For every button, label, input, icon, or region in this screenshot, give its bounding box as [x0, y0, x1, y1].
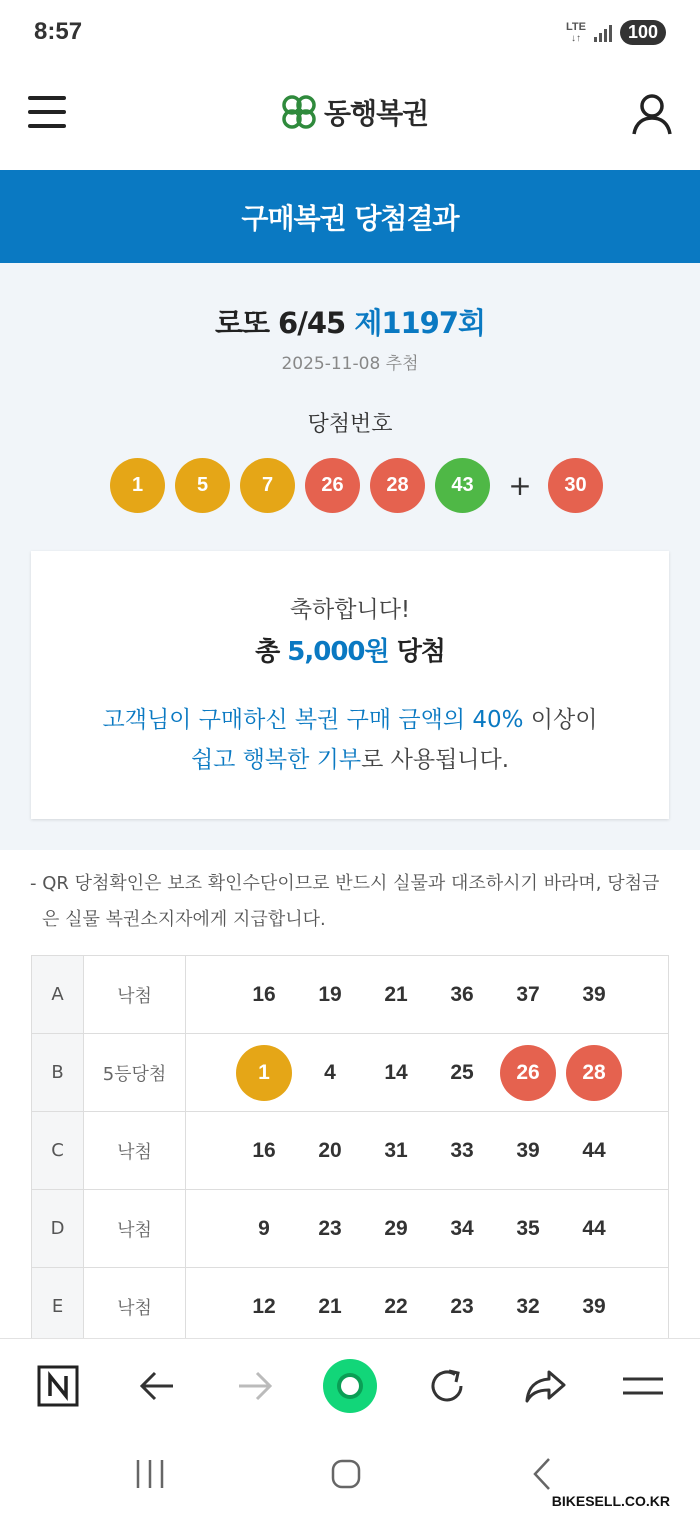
ticket-number: 23 [450, 1294, 474, 1318]
ticket-number: 19 [318, 982, 342, 1006]
ticket-number: 16 [252, 982, 276, 1006]
row-letter: E [32, 1268, 84, 1346]
ticket-number: 29 [384, 1216, 408, 1240]
row-numbers [186, 1034, 669, 1112]
ticket-number: 32 [516, 1294, 540, 1318]
draw-result-section [0, 263, 700, 850]
ticket-number: 4 [324, 1060, 336, 1084]
donation-highlight: 쉽고 행복한 기부 [190, 747, 362, 773]
battery-badge: 100 [620, 20, 666, 45]
ticket-number: 39 [582, 982, 606, 1006]
page-title: 구매복권 당첨결과 [241, 201, 459, 235]
recent-apps-icon[interactable] [130, 1454, 170, 1494]
user-icon[interactable] [630, 92, 674, 136]
ticket-number: 31 [384, 1138, 408, 1162]
row-letter: D [32, 1190, 84, 1268]
row-result: 낙첨 [84, 1268, 186, 1346]
menu-button[interactable] [28, 96, 68, 130]
prize-total [31, 631, 669, 668]
ticket-number: 39 [516, 1138, 540, 1162]
forward-arrow-icon[interactable] [230, 1361, 280, 1411]
donation-line-1 [31, 701, 669, 734]
row-letter: A [32, 956, 84, 1034]
system-back-icon[interactable] [522, 1454, 562, 1494]
qr-notice [30, 866, 675, 938]
menu-icon[interactable] [618, 1361, 668, 1411]
donation-text: 이상이 [523, 707, 598, 733]
winning-numbers-label: 당첨번호 [307, 412, 393, 437]
game-name: 로또 6/45 [214, 306, 346, 340]
congrats-message: 축하합니다! [289, 597, 411, 623]
status-time: 8:57 [34, 18, 83, 45]
ticket-number: 35 [516, 1216, 540, 1240]
row-result: 낙첨 [84, 1190, 186, 1268]
naver-n-icon[interactable] [33, 1361, 83, 1411]
row-numbers [186, 1268, 669, 1346]
donation-highlight: 고객님이 구매하신 복권 구매 금액의 40% [102, 707, 524, 733]
browser-toolbar [0, 1338, 700, 1432]
ticket-table [31, 955, 669, 1346]
app-header [0, 66, 700, 170]
row-letter: C [32, 1112, 84, 1190]
ticket-number: 14 [384, 1060, 408, 1084]
row-numbers [186, 1190, 669, 1268]
ticket-number: 12 [252, 1294, 276, 1318]
draw-round: 제1197회 [354, 306, 486, 340]
row-letter: B [32, 1034, 84, 1112]
bonus-ball: 30 [548, 458, 603, 513]
winning-ball: 5 [175, 458, 230, 513]
table-row [32, 1268, 669, 1346]
plus-sign: + [508, 469, 532, 502]
row-result: 낙첨 [84, 956, 186, 1034]
qr-notice-text: - QR 당첨확인은 보조 확인수단이므로 반드시 실물과 대조하시기 바라며, 당첨금은 실물 복권소지자에게 지급합니다. [30, 873, 660, 930]
winning-ball: 1 [110, 458, 165, 513]
table-row [32, 1034, 669, 1112]
prize-amount: 5,000원 [287, 637, 389, 667]
ticket-number: 36 [450, 982, 474, 1006]
reload-icon[interactable] [422, 1361, 472, 1411]
matched-number-ball: 1 [236, 1045, 292, 1101]
status-bar [0, 0, 700, 66]
ticket-number: 34 [450, 1216, 474, 1240]
ticket-number: 9 [258, 1216, 270, 1240]
ticket-number: 22 [384, 1294, 408, 1318]
ticket-number: 33 [450, 1138, 474, 1162]
logo-text: 동행복권 [324, 97, 429, 130]
prize-prefix: 총 [255, 637, 280, 667]
table-row [32, 1190, 669, 1268]
ticket-number: 16 [252, 1138, 276, 1162]
donation-line-2 [31, 741, 669, 774]
page-title-banner [0, 170, 700, 263]
clover-logo-icon [280, 93, 318, 131]
ticket-number: 21 [318, 1294, 342, 1318]
data-arrows-icon: ↓↑ [570, 32, 581, 44]
home-icon[interactable] [326, 1454, 366, 1494]
back-arrow-icon[interactable] [132, 1361, 182, 1411]
ticket-number: 23 [318, 1216, 342, 1240]
status-indicators [566, 20, 666, 45]
row-result: 낙첨 [84, 1112, 186, 1190]
matched-number-ball: 28 [566, 1045, 622, 1101]
draw-date: 2025-11-08 추첨 [281, 354, 419, 374]
table-row [32, 1112, 669, 1190]
watermark: BIKESELL.CO.KR [551, 1493, 670, 1509]
network-type: LTE [565, 20, 586, 33]
winning-numbers [110, 458, 613, 513]
ticket-number: 39 [582, 1294, 606, 1318]
row-result: 5등당첨 [84, 1034, 186, 1112]
share-icon[interactable] [520, 1361, 570, 1411]
winning-ball: 43 [435, 458, 490, 513]
row-numbers [186, 1112, 669, 1190]
dhlottery-logo[interactable] [280, 92, 428, 132]
ticket-number: 44 [582, 1216, 606, 1240]
donation-text: 로 사용됩니다. [361, 747, 510, 773]
winning-ball: 28 [370, 458, 425, 513]
network-indicator [566, 22, 586, 44]
ticket-number: 25 [450, 1060, 474, 1084]
winning-ball: 26 [305, 458, 360, 513]
prize-suffix: 당첨 [396, 637, 445, 667]
draw-title [0, 301, 700, 342]
table-row [32, 956, 669, 1034]
naver-green-dot-icon[interactable] [322, 1358, 378, 1414]
winning-ball: 7 [240, 458, 295, 513]
ticket-number: 21 [384, 982, 408, 1006]
system-nav-bar [0, 1432, 700, 1517]
ticket-number: 44 [582, 1138, 606, 1162]
ticket-number: 20 [318, 1138, 342, 1162]
signal-icon [594, 24, 612, 42]
congrats-card [31, 551, 669, 819]
matched-number-ball: 26 [500, 1045, 556, 1101]
row-numbers [186, 956, 669, 1034]
ticket-number: 37 [516, 982, 540, 1006]
